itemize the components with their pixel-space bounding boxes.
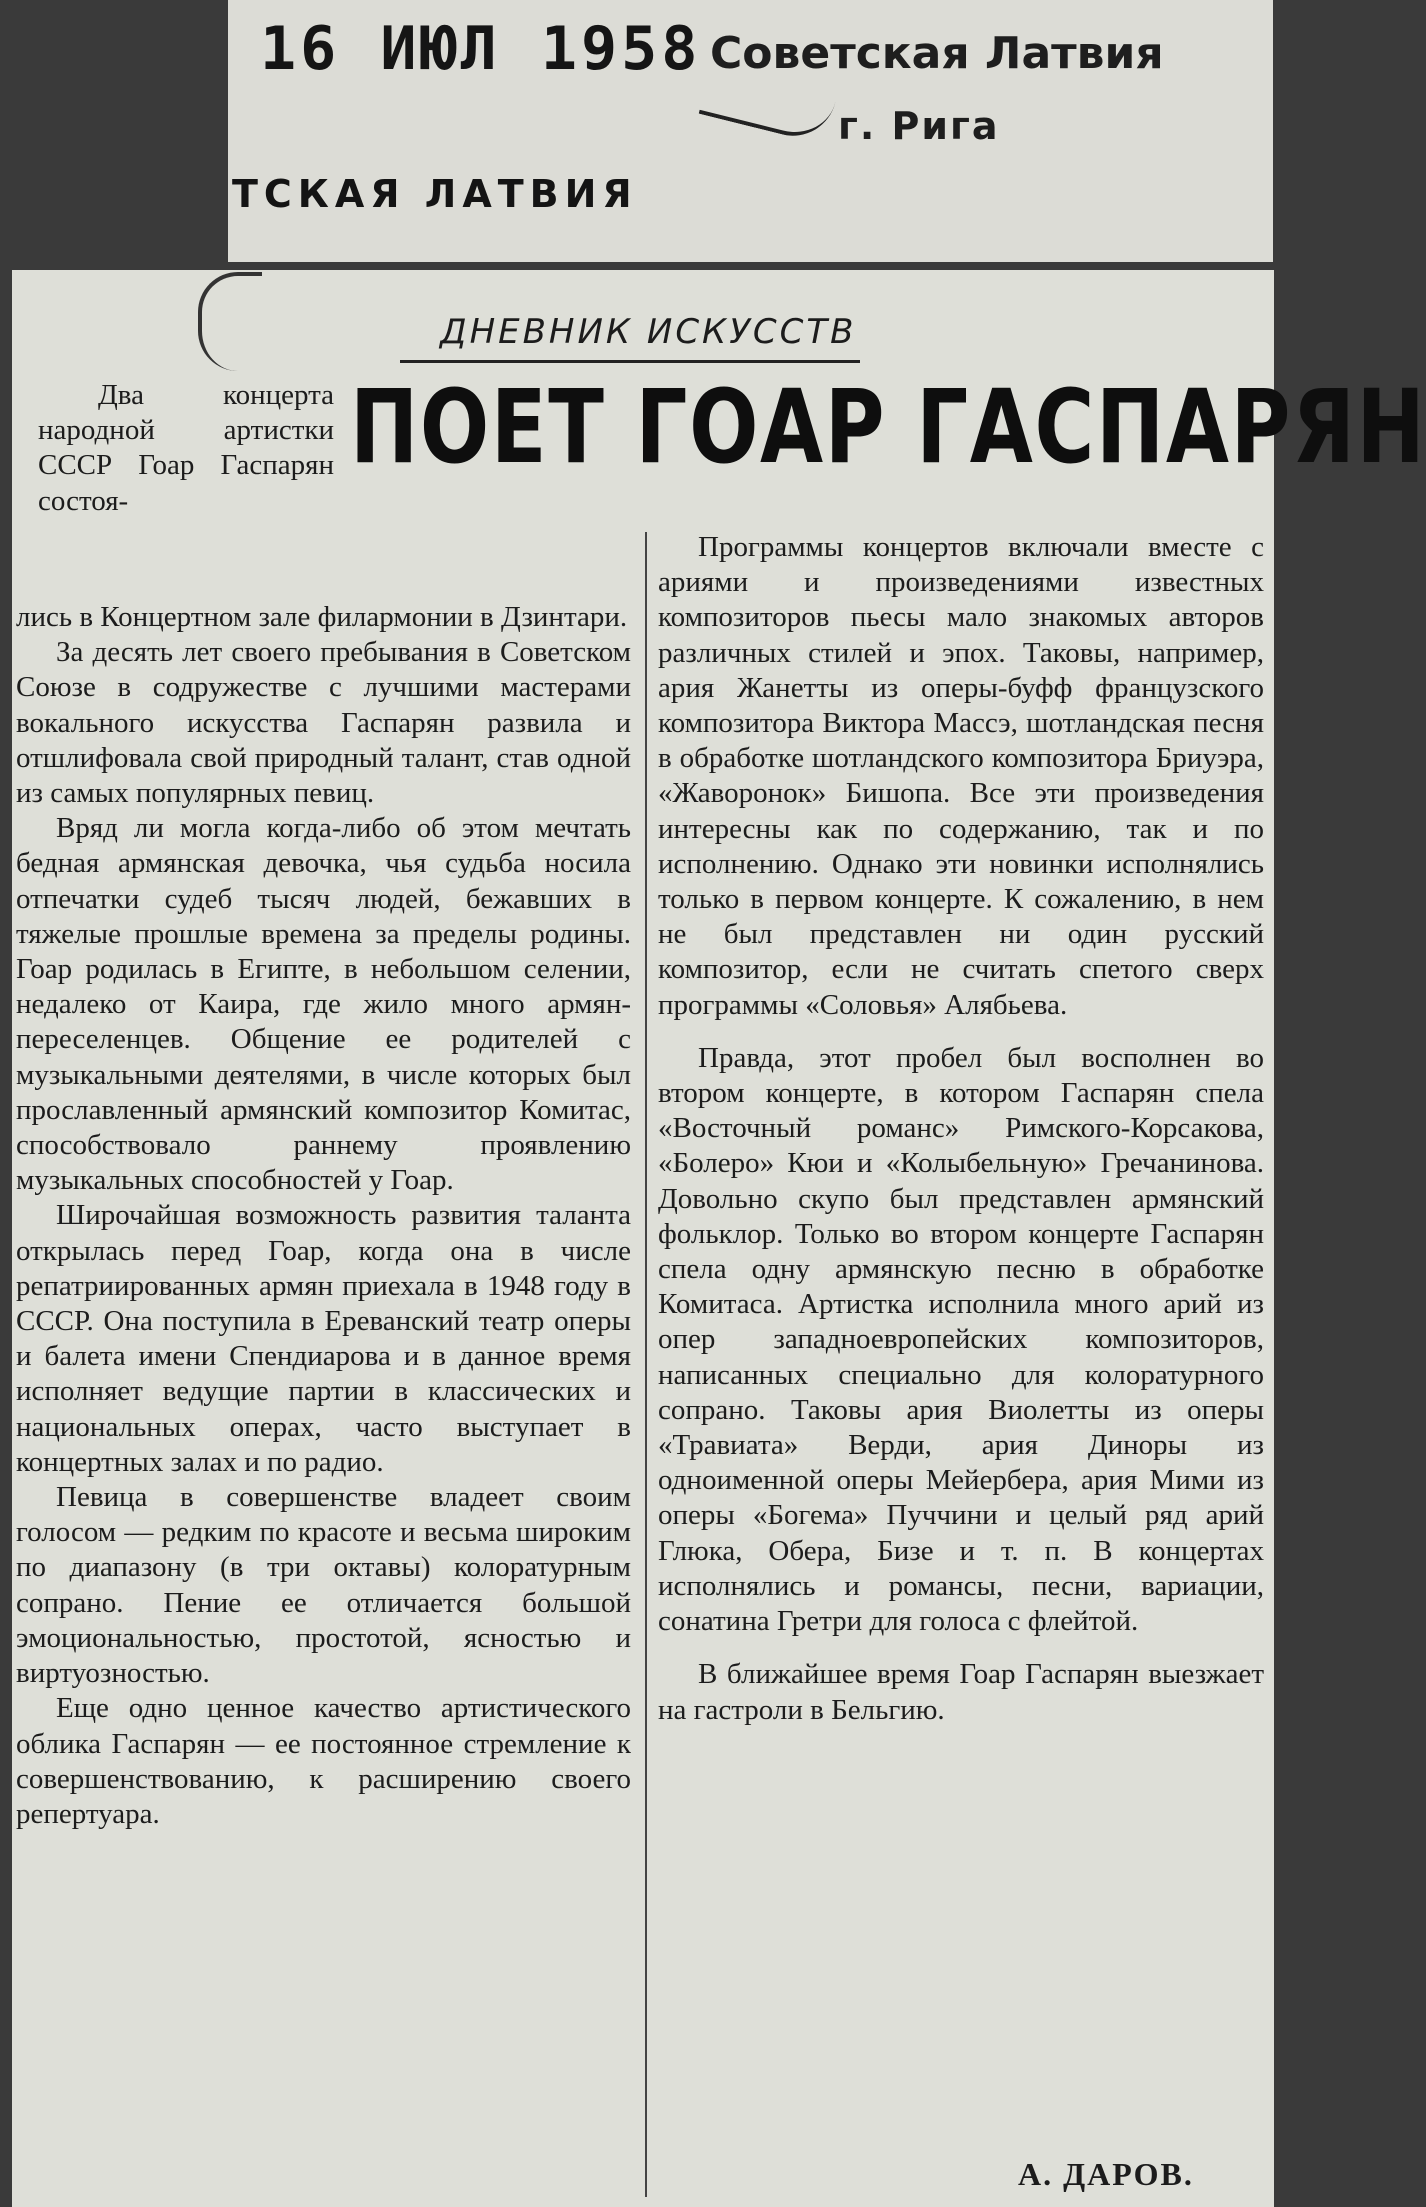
paragraph: Программы концертов включали вместе с ариями и произведениями известных композиторов пьесы мало знакомых авторов различных стилей и эпох. Таковы, например, ария Жанетты из оперы-буфф французского композитора Виктора Массэ, шотландская песня в обработке шотландского композитора Бриуэра, «Жаворонок» Бишопа. Все эти произведения интересны как по содержанию, так и по исполнению. Однако эти новинки исполнялись только в первом концерте. К сожалению, в нем не был представлен ни один русский композитор, если не считать спетого сверх программы «Соловья» Алябьева. — [658, 531, 1264, 1021]
paragraph: лись в Концертном зале филармонии в Дзинтари. — [16, 601, 628, 633]
lead-paragraph — [38, 378, 334, 519]
newspaper-stamp: Советская Латвия — [710, 28, 1164, 79]
paragraph: За десять лет своего пребывания в Советском Союзе в содружестве с лучшими мастерами вокального искусства Гаспарян развила и отшлифовала свой природный талант, став одной из самых популярных певиц. — [16, 636, 631, 810]
author-signature: А. ДАРОВ. — [1018, 2156, 1194, 2192]
paragraph: Широчайшая возможность развития таланта открылась перед Гоар, когда она в числе репатриированных армян приехала в 1948 году в СССР. Она поступила в Ереванский театр оперы и балета имени Спендиарова и в данное время исполняет ведущие партии в классических и национальных операх, часто выступает в концертных залах и по радио. — [16, 1199, 631, 1478]
date-stamp: 16 ИЮЛ 1958 — [260, 14, 702, 84]
headline: ПОЕТ ГОАР ГАСПАРЯН — [350, 368, 1426, 487]
paragraph: Певица в совершенстве владеет своим голосом — редким по красоте и весьма широким по диапазону (в три октавы) колоратурным сопрано. Пение ее отличается большой эмоциональностью, простотой, ясностью и виртуозностью. — [16, 1481, 631, 1690]
right-column — [658, 530, 1264, 1728]
lead-text: Два концерта народной артистки СССР Гоар Гаспарян состоя- — [38, 379, 334, 517]
paragraph: Правда, этот пробел был восполнен во втором концерте, в котором Гаспарян спела «Восточный романс» Римского-Корсакова, «Болеро» Кюи и «Колыбельную» Гречанинова. Довольно скупо был представлен армянский фольклор. Только во втором концерте Гаспарян спела одну армянскую песню в обработке Комитаса. Артистка исполнила много арий из опер западноевропейских композиторов, написанных специально для колоратурного сопрано. Таковы ария Виолетты из оперы «Травиата» Верди, ария Диноры из одноименной оперы Мейербера, ария Мими из оперы «Богема» Пуччини и целый ряд арий Глюка, Обера, Бизе и т. п. В концертах исполнялись и романсы, песни, вариации, сонатина Гретри для голоса с флейтой. — [658, 1041, 1264, 1638]
city-stamp: г. Рига — [838, 104, 1000, 148]
column-divider — [645, 532, 647, 2197]
paragraph: Еще одно ценное качество артистического облика Гаспарян — ее постоянное стремление к совершенствованию, к расширению своего репертуара. — [16, 1692, 631, 1830]
left-column — [16, 600, 631, 1832]
pencil-mark — [198, 272, 262, 371]
paragraph: Вряд ли могла когда-либо об этом мечтать бедная армянская девочка, чья судьба носила отпечатки судеб тысяч людей, бежавших в тяжелые прошлые времена за пределы родины. Гоар родилась в Египте, в небольшом селении, недалеко от Каира, где жило много армян-переселенцев. Общение ее родителей с музыкальными деятелями, в числе которых был прославленный армянский композитор Комитас, способствовало раннему проявлению музыкальных способностей у Гоар. — [16, 812, 631, 1197]
section-title: ДНЕВНИК ИСКУССТВ — [440, 312, 857, 352]
paragraph: В ближайшее время Гоар Гаспарян выезжает на гастроли в Бельгию. — [658, 1658, 1264, 1726]
section-rule — [400, 360, 860, 363]
masthead-fragment: ТСКАЯ ЛАТВИЯ — [232, 172, 638, 216]
